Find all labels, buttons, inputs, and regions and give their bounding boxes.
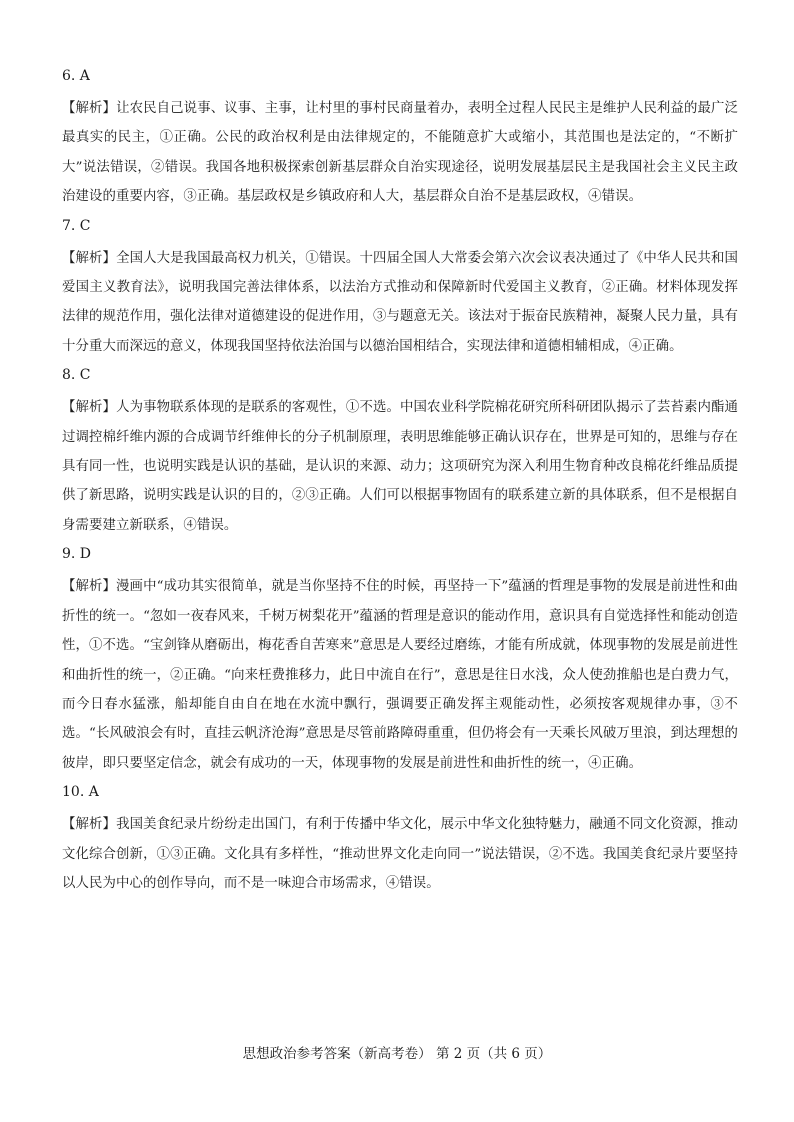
question-number: 7. C bbox=[62, 217, 91, 234]
question-8 bbox=[62, 365, 738, 540]
question-number: 10. A bbox=[62, 784, 99, 801]
question-6 bbox=[62, 66, 738, 212]
question-number: 8. C bbox=[62, 367, 91, 384]
question-analysis: 【解析】我国美食纪录片纷纷走出国门，有利于传播中华文化，展示中华文化独特魅力，融通不同文化资源，推动文化综合创新，①③正确。文化具有多样性，“推动世界文化走向同一”说法错误，②不选。我国美食纪录片要坚持以人民为中心的创作导向，而不是一味迎合市场需求，④错误。 bbox=[62, 817, 738, 891]
question-9 bbox=[62, 544, 738, 778]
question-10 bbox=[62, 782, 738, 898]
page-footer: 思想政治参考答案（新高考卷） 第 2 页（共 6 页） bbox=[242, 1046, 552, 1062]
question-analysis: 【解析】全国人大是我国最高权力机关，①错误。十四届全国人大常委会第六次会议表决通过了《中华人民共和国爱国主义教育法》，说明我国完善法律体系，以法治方式推动和保障新时代爱国主义教育，②正确。材料体现发挥法律的规范作用，强化法律对道德建设的促进作用，③与题意无关。该法对于振奋民族精神，凝聚人民力量，具有十分重大而深远的意义，体现我国坚持依法治国与以德治国相结合，实现法律和道德相辅相成，④正确。 bbox=[62, 250, 738, 354]
question-7 bbox=[62, 216, 738, 362]
question-number: 6. A bbox=[62, 68, 90, 84]
question-number: 9. D bbox=[62, 546, 92, 563]
question-analysis: 【解析】人为事物联系体现的是联系的客观性，①不选。中国农业科学院棉花研究所科研团队揭示了芸苔素内酯通过调控棉纤维内源的合成调节纤维伸长的分子机制原理，表明思维能够正确认识存在，世界是可知的，思维与存在具有同一性，也说明实践是认识的基础，是认识的来源、动力；这项研究为深入利用生物育种改良棉花纤维品质提供了新思路，说明实践是认识的目的，②③正确。人们可以根据事物固有的联系建立新的具体联系，但不是根据自身需要建立新联系，④错误。 bbox=[62, 400, 738, 533]
question-analysis: 【解析】让农民自己说事、议事、主事，让村里的事村民商量着办，表明全过程人民民主是维护人民利益的最广泛最真实的民主，①正确。公民的政治权利是由法律规定的，不能随意扩大或缩小，其范围也是法定的，“不断扩大”说法错误，②错误。我国各地积极探索创新基层群众自治实现途径，说明发展基层民主是我国社会主义民主政治建设的重要内容，③正确。基层政权是乡镇政府和人大，基层群众自治不是基层政权，④错误。 bbox=[62, 101, 738, 205]
question-analysis: 【解析】漫画中“成功其实很简单，就是当你坚持不住的时候，再坚持一下”蕴涵的哲理是事物的发展是前进性和曲折性的统一。“忽如一夜春风来，千树万树梨花开”蕴涵的哲理是意识的能动作用，意识具有自觉选择性和能动创造性，①不选。“宝剑锋从磨砺出，梅花香自苦寒来”意思是人要经过磨练，才能有所成就，体现事物的发展是前进性和曲折性的统一，②正确。“向来枉费推移力，此日中流自在行”，意思是往日水浅，众人使劲推船也是白费力气，而今日春水猛涨，船却能自由自在地在水流中飘行，强调要正确发挥主观能动性，必须按客观规律办事，③不选。“长风破浪会有时，直挂云帆济沧海”意思是尽管前路障碍重重，但仍将会有一天乘长风破万里浪，到达理想的彼岸，即只要坚定信念，就会有成功的一天，体现事物的发展是前进性和曲折性的统一，④正确。 bbox=[62, 579, 738, 771]
answer-page bbox=[62, 66, 738, 902]
